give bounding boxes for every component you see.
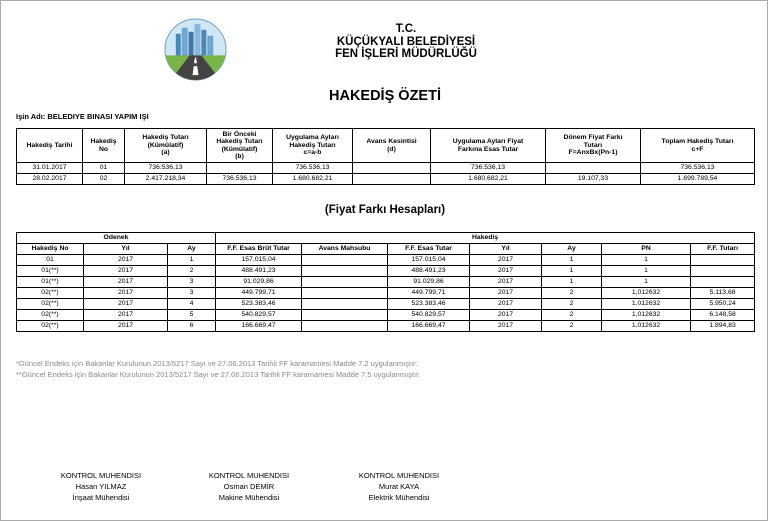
table-cell: 540.829,57 (388, 310, 470, 321)
table-cell: 166.669,47 (388, 321, 470, 332)
table-row (17, 288, 755, 299)
summary-column-header (641, 129, 755, 163)
table-row (17, 299, 755, 310)
summary-column-header (431, 129, 546, 163)
signature-name: Osman DEMİR (223, 482, 275, 491)
signature-name: Murat KAYA (378, 482, 420, 491)
table-cell: 1.680.682,21 (273, 174, 353, 185)
hakedis-group-header: Hakediş (216, 233, 755, 244)
table-row (17, 255, 755, 266)
table-cell (302, 299, 388, 310)
table-cell: 6.148,58 (691, 310, 755, 321)
table-cell: 2017 (470, 277, 542, 288)
table-cell (302, 255, 388, 266)
city-road-logo-icon (164, 18, 227, 81)
summary-header-row (17, 129, 755, 163)
ff-column-header: Hakediş No (17, 244, 84, 255)
table-cell: 01(**) (17, 266, 84, 277)
table-cell (207, 163, 273, 174)
header-line: F=AnxBx(Pn-1) (568, 149, 618, 157)
group-header-row (17, 233, 755, 244)
ff-column-header: F.F. Esas Tutar (388, 244, 470, 255)
table-cell: 1 (602, 255, 691, 266)
table-cell: 736.536,13 (125, 163, 207, 174)
table-cell: 1 (542, 255, 602, 266)
payment-summary-table (16, 128, 755, 185)
table-cell: 5 (168, 310, 216, 321)
table-cell: 523.383,46 (216, 299, 302, 310)
table-cell: 31.01.2017 (17, 163, 83, 174)
table-row (17, 277, 755, 288)
table-cell: 2017 (470, 255, 542, 266)
table-cell: 6 (168, 321, 216, 332)
table-cell (353, 163, 431, 174)
table-cell: 157.015,04 (216, 255, 302, 266)
price-difference-title: (Fiyat Farkı Hesapları) (324, 204, 446, 216)
table-cell: 5.113,68 (691, 288, 755, 299)
table-row (17, 310, 755, 321)
table-cell: 1 (602, 266, 691, 277)
table-cell: 2017 (84, 277, 168, 288)
table-cell: 2017 (84, 266, 168, 277)
header-line: Avans Kesintisi (366, 138, 417, 145)
table-cell: 19.107,33 (546, 174, 641, 185)
table-cell: 523.383,46 (388, 299, 470, 310)
header-line: Uygulama Ayları Fiyat (452, 138, 524, 145)
summary-column-header (83, 129, 125, 163)
table-cell: 1 (542, 277, 602, 288)
signature-role: KONTROL MUHENDISI (60, 471, 142, 480)
table-cell: 736.536,13 (207, 174, 273, 185)
table-cell: 2017 (84, 310, 168, 321)
header-line: Tutarı (583, 141, 603, 149)
table-cell (302, 321, 388, 332)
document-title: HAKEDİŞ ÖZETİ (329, 88, 441, 104)
table-cell: 91.029,86 (388, 277, 470, 288)
table-cell: 2017 (84, 321, 168, 332)
table-cell: 166.669,47 (216, 321, 302, 332)
header-line: Hakediş Tutarı (216, 138, 263, 145)
table-cell: 2 (542, 321, 602, 332)
table-cell: 157.015,04 (388, 255, 470, 266)
header-line: (b) (235, 153, 244, 160)
table-cell: 4 (168, 299, 216, 310)
table-cell: 01(**) (17, 277, 84, 288)
signature-role: KONTROL MUHENDISI (208, 471, 290, 480)
table-cell: 3 (168, 288, 216, 299)
table-row (17, 321, 755, 332)
table-cell: 1 (542, 266, 602, 277)
table-cell: 28.02.2017 (17, 174, 83, 185)
ff-column-header: F.F. Esas Brüt Tutar (216, 244, 302, 255)
signature-block-1 (31, 470, 171, 503)
table-cell: 02(**) (17, 299, 84, 310)
footnotes (16, 359, 420, 380)
signature-block-2 (179, 470, 319, 503)
table-cell: 01 (83, 163, 125, 174)
table-cell (302, 288, 388, 299)
signature-block-3 (329, 470, 469, 503)
summary-column-header (353, 129, 431, 163)
table-row (17, 163, 755, 174)
table-cell: 02(**) (17, 310, 84, 321)
header-line: Dönem Fiyat Farkı (563, 134, 623, 142)
signature-role: KONTROL MUHENDISI (358, 471, 440, 480)
table-cell: 1,012632 (602, 321, 691, 332)
summary-column-header (273, 129, 353, 163)
table-cell: 1,012632 (602, 299, 691, 310)
table-cell (691, 255, 755, 266)
header-line: Toplam Hakediş Tutarı (661, 138, 734, 145)
table-cell: 01 (17, 255, 84, 266)
table-cell: 488.491,23 (388, 266, 470, 277)
table-cell: 449.799,71 (216, 288, 302, 299)
table-row (17, 174, 755, 185)
table-cell: 1.680.682,21 (431, 174, 546, 185)
ff-column-header: Yıl (84, 244, 168, 255)
table-cell: 2017 (470, 266, 542, 277)
table-cell (353, 174, 431, 185)
org-line-2: KÜÇÜKYALI BELEDİYESİ (336, 35, 476, 48)
header-line: Hakediş Tutarı (142, 134, 189, 142)
ff-column-header: PN (602, 244, 691, 255)
table-cell: 488.491,23 (216, 266, 302, 277)
ff-column-header: Avans Mahsubu (302, 244, 388, 255)
org-line-1: T.C. (395, 23, 417, 35)
table-cell (691, 277, 755, 288)
header-line: No (98, 145, 109, 153)
signature-title: Elektrik Mühendisi (368, 493, 430, 502)
table-cell: 2017 (470, 288, 542, 299)
table-cell: 02(**) (17, 321, 84, 332)
table-cell: 540.829,57 (216, 310, 302, 321)
table-cell: 1 (602, 277, 691, 288)
table-cell: 736.536,13 (273, 163, 353, 174)
signature-title: İnşaat Mühendisi (72, 493, 130, 502)
table-cell: 1,012632 (602, 288, 691, 299)
header-line: Uygulama Ayları (286, 134, 339, 142)
table-cell: 1.894,83 (691, 321, 755, 332)
signature-name: Hasan YILMAZ (75, 482, 127, 491)
signature-title: Makine Mühendisi (218, 493, 280, 502)
table-cell: 2017 (470, 299, 542, 310)
header-line: (a) (161, 149, 170, 157)
organization-header (301, 23, 511, 61)
table-cell: 2 (542, 310, 602, 321)
footnote-1: *Güncel Endeks için Bakanlar Kurulunun 2013/5217 Sayı ve 27.06.2013 Tarihli FF karamamesi Madde 7.2 uygulanmıştır. (16, 359, 418, 368)
summary-column-header (207, 129, 273, 163)
header-line: Hakediş (90, 138, 117, 145)
header-line: c+F (691, 145, 704, 153)
table-row (17, 266, 755, 277)
table-cell (302, 310, 388, 321)
table-cell: 3 (168, 277, 216, 288)
header-line: Farkına Esas Tutar (457, 145, 519, 153)
header-line: Hakediş Tutarı (289, 141, 336, 149)
footnote-2: **Güncel Endeks için Bakanlar Kurulunun 2013/5217 Sayı ve 27.06.2013 Tarihli FF karamamesi Madde 7.5 uygulanmıştır. (16, 369, 421, 379)
header-line: c=a-b (303, 149, 322, 157)
table-cell: 5.950,24 (691, 299, 755, 310)
ff-column-header: Ay (542, 244, 602, 255)
table-cell: 02(**) (17, 288, 84, 299)
table-cell: 2017 (470, 321, 542, 332)
table-cell (302, 266, 388, 277)
table-cell: 91.029,86 (216, 277, 302, 288)
table-cell: 1,012632 (602, 310, 691, 321)
table-cell: 2017 (84, 255, 168, 266)
header-line: Hakediş Tarihi (26, 141, 73, 149)
table-cell: 2017 (470, 310, 542, 321)
price-difference-table (16, 232, 755, 332)
header-line: (Kümülatif) (147, 141, 184, 149)
ff-header-row (17, 244, 755, 255)
table-cell: 2.417.218,34 (125, 174, 207, 185)
table-cell (691, 266, 755, 277)
ff-column-header: Ay (168, 244, 216, 255)
summary-column-header (125, 129, 207, 163)
table-cell (302, 277, 388, 288)
table-cell (546, 163, 641, 174)
table-cell: 2 (168, 266, 216, 277)
odenek-group-header: Odenek (17, 233, 216, 244)
table-cell: 1 (168, 255, 216, 266)
ff-column-header: F.F. Tutarı (691, 244, 755, 255)
table-cell: 449.799,71 (388, 288, 470, 299)
table-cell: 2 (542, 288, 602, 299)
summary-column-header (546, 129, 641, 163)
ff-column-header: Yıl (470, 244, 542, 255)
table-cell: 2017 (84, 288, 168, 299)
table-cell: 1.699.789,54 (641, 174, 755, 185)
table-cell: 736.536,13 (431, 163, 546, 174)
header-line: (Kümülatif) (221, 145, 258, 153)
job-name: Işin Adı: BELEDIYE BINASI YAPIM IŞI (16, 112, 149, 121)
org-line-3: FEN İŞLERİ MÜDÜRLÜĞÜ (335, 48, 477, 60)
table-cell: 736.536,13 (641, 163, 755, 174)
summary-column-header (17, 129, 83, 163)
table-cell: 02 (83, 174, 125, 185)
header-line: Bir Önceki (222, 130, 257, 138)
table-cell: 2017 (84, 299, 168, 310)
table-cell: 2 (542, 299, 602, 310)
header-line: (d) (387, 145, 396, 153)
